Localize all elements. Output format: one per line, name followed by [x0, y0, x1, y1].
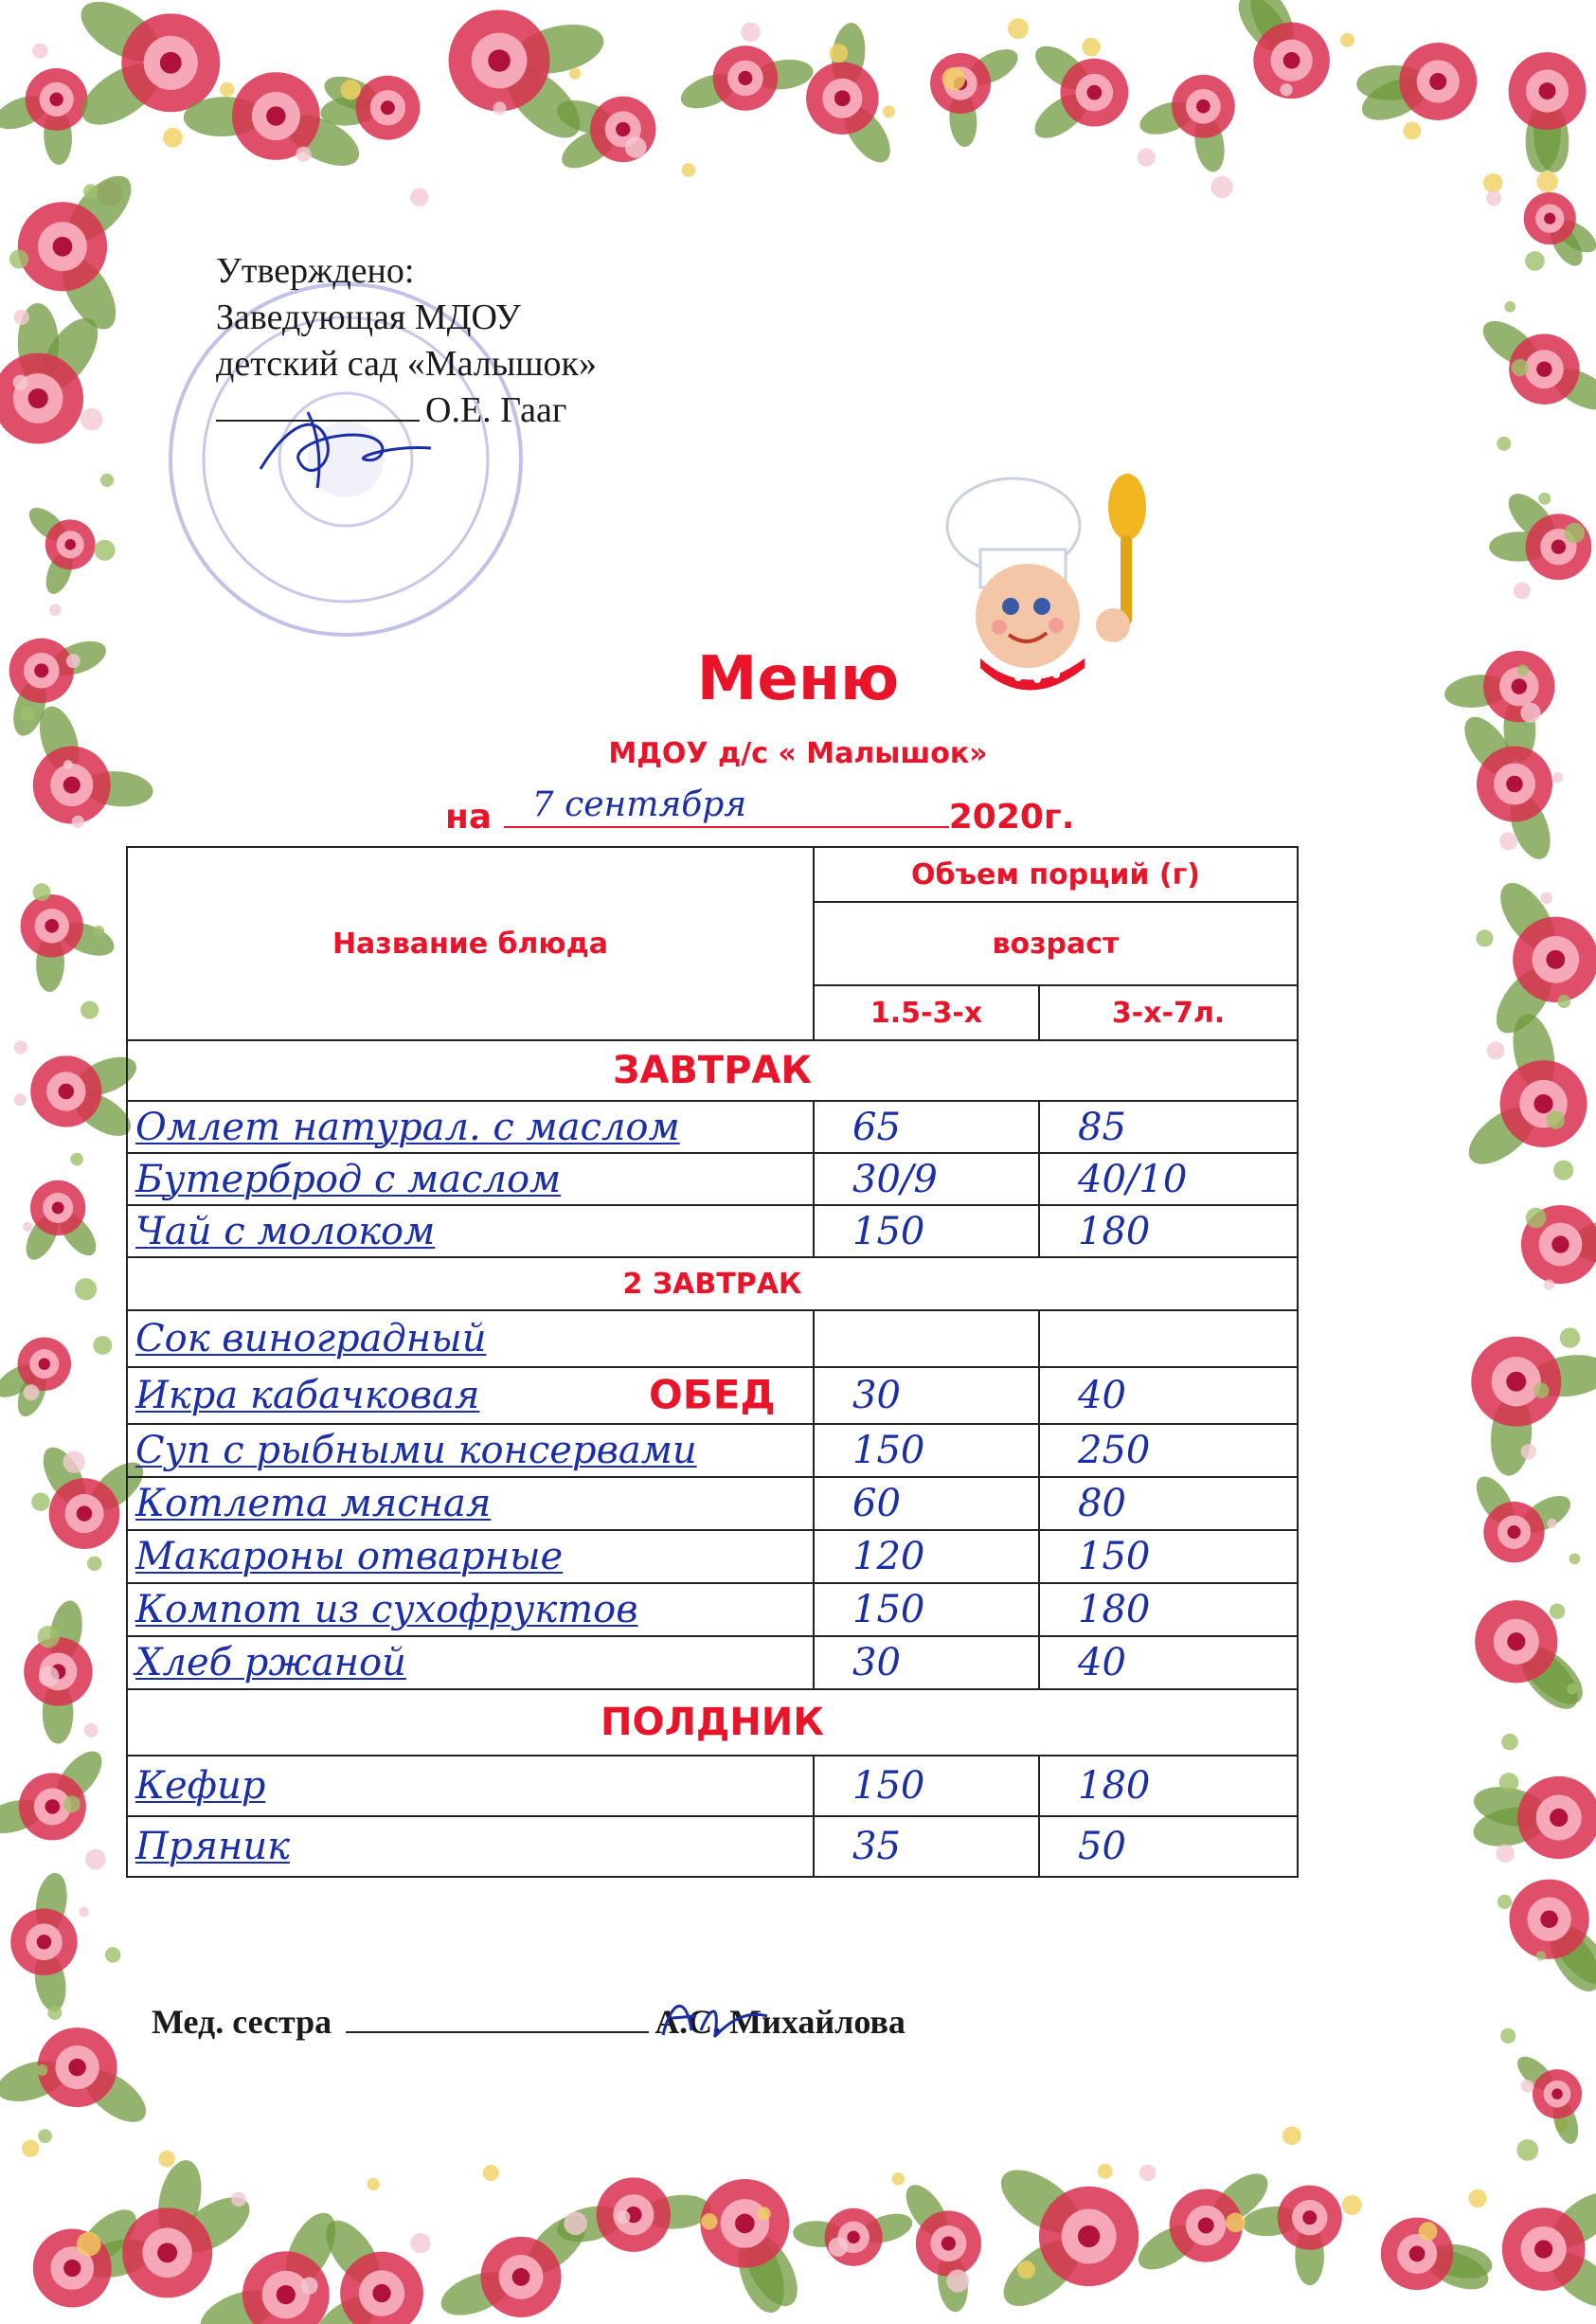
flower-bud	[231, 2192, 246, 2207]
flower-bud	[1017, 2261, 1035, 2279]
table-row	[127, 1530, 1298, 1583]
rose-flower	[1469, 1470, 1576, 1562]
dish-name: Пряник	[127, 1816, 814, 1877]
portion-large: 180	[1039, 1205, 1298, 1257]
portion-large: 85	[1039, 1101, 1298, 1153]
flower-bud	[1560, 1327, 1581, 1348]
dish-name: Котлета мясная	[127, 1477, 814, 1530]
flower-bud	[1468, 2189, 1486, 2207]
flower-bud	[84, 1723, 99, 1738]
footer-role: Мед. сестра	[152, 2003, 332, 2041]
flower-bud	[1526, 1208, 1547, 1229]
portion-large: 40/10	[1039, 1153, 1298, 1205]
header-dish-name: Название блюда	[127, 847, 814, 1040]
flower-bud	[38, 2129, 52, 2143]
flower-bud	[1403, 122, 1421, 140]
flower-bud	[564, 2212, 587, 2236]
flower-bud	[1512, 359, 1529, 376]
flower-bud	[1008, 18, 1029, 39]
approval-position: Заведующая МДОУ	[216, 297, 521, 337]
flower-bud	[220, 82, 234, 97]
flower-bud	[367, 2178, 379, 2190]
rose-flower	[676, 45, 815, 115]
flower-bud	[33, 883, 51, 901]
flower-bud	[1226, 2213, 1246, 2233]
page-subtitle: МДОУ д/с « Малышок»	[608, 737, 988, 770]
portion-small: 30/9	[814, 1153, 1039, 1205]
flower-bud	[1569, 1553, 1581, 1564]
rose-flower	[1476, 313, 1596, 419]
section-lunch: ОБЕД	[649, 1371, 776, 1418]
flower-bud	[1557, 995, 1570, 1008]
flower-bud	[14, 1040, 27, 1054]
flower-bud	[1546, 1110, 1565, 1129]
rose-flower	[991, 2157, 1139, 2318]
rose-flower	[1475, 1600, 1592, 1719]
page-title: Меню	[696, 644, 900, 714]
dish-name: Суп с рыбными консервами	[127, 1424, 814, 1477]
dish-name: Кефир	[127, 1756, 814, 1816]
flower-bud	[14, 1093, 27, 1106]
header-age-group-2: 3-х-7л.	[1039, 985, 1298, 1040]
flower-bud	[493, 101, 507, 115]
flower-bud	[1501, 1734, 1518, 1751]
approval-signer: О.Е. Гааг	[425, 390, 567, 430]
section-second-breakfast: 2 ЗАВТРАК	[127, 1257, 1298, 1310]
date-suffix: 2020г.	[948, 798, 1075, 837]
portion-small: 150	[814, 1756, 1039, 1816]
rose-flower	[0, 2027, 154, 2132]
flower-bud	[1516, 2139, 1538, 2161]
flower-bud	[1521, 1444, 1537, 1460]
table-row	[127, 1310, 1298, 1367]
flower-bud	[741, 22, 761, 42]
menu-table	[126, 846, 1299, 1878]
dish-name: Сок виноградный	[127, 1310, 814, 1367]
flower-bud	[1483, 173, 1502, 192]
flower-bud	[829, 2237, 848, 2256]
flower-bud	[1139, 2165, 1157, 2182]
portion-large: 180	[1039, 1756, 1298, 1816]
rose-flower	[1502, 2182, 1596, 2317]
flower-bud	[72, 816, 84, 828]
approval-organization: детский сад «Малышок»	[216, 344, 598, 384]
flower-bud	[1525, 251, 1545, 271]
flower-bud	[682, 163, 696, 177]
rose-flower	[1509, 52, 1587, 173]
table-row	[127, 1816, 1298, 1877]
flower-bud	[81, 1000, 99, 1018]
table-row	[127, 1583, 1298, 1636]
flower-bud	[1342, 2195, 1362, 2215]
rose-flower	[1512, 2050, 1583, 2147]
rose-flower	[700, 2179, 808, 2318]
rose-flower	[0, 1337, 71, 1420]
flower-bud	[163, 128, 183, 148]
flower-bud	[1521, 2080, 1534, 2093]
rose-flower	[792, 2208, 916, 2266]
flower-bud	[38, 1626, 60, 1648]
flower-bud	[77, 2232, 101, 2257]
flower-bud	[23, 1384, 39, 1400]
flower-bud	[410, 2233, 430, 2253]
flower-bud	[1536, 171, 1558, 193]
rose-flower	[930, 42, 1023, 148]
rose-flower	[1381, 2218, 1495, 2297]
flower-bud	[36, 2064, 47, 2076]
flower-bud	[49, 604, 61, 616]
dish-name: Бутерброд с маслом	[127, 1153, 814, 1205]
flower-bud	[829, 44, 848, 63]
table-row	[127, 1153, 1298, 1205]
header-portion: Объем порций (г)	[814, 847, 1298, 902]
flower-bud	[1536, 1951, 1546, 1960]
flower-bud	[70, 1153, 83, 1166]
portion-small: 30	[814, 1367, 1039, 1424]
rose-flower	[1355, 43, 1477, 129]
flower-bud	[1504, 301, 1515, 313]
flower-bud	[1082, 38, 1101, 57]
flower-bud	[13, 375, 28, 390]
flower-bud	[883, 105, 895, 117]
flower-bud	[1499, 832, 1517, 850]
flower-bud	[942, 67, 966, 91]
flower-bud	[1540, 892, 1552, 905]
flower-bud	[1210, 176, 1232, 198]
flower-bud	[63, 1796, 81, 1813]
flower-bud	[483, 2165, 499, 2181]
flower-bud	[625, 136, 647, 158]
table-row	[127, 1424, 1298, 1477]
portion-large: 40	[1039, 1367, 1298, 1424]
flower-bud	[93, 926, 104, 937]
rose-flower	[0, 1743, 110, 1840]
flower-bud	[81, 408, 103, 431]
flower-bud	[93, 1336, 112, 1355]
flower-bud	[1567, 1684, 1577, 1694]
table-row	[127, 1101, 1298, 1153]
flower-bud	[75, 1278, 97, 1300]
portion-large: 50	[1039, 1816, 1298, 1877]
portion-small: 30	[814, 1636, 1039, 1689]
flower-bud	[341, 80, 361, 99]
flower-bud	[1538, 493, 1551, 505]
flower-bud	[701, 2213, 717, 2229]
rose-flower	[1028, 38, 1129, 147]
signature	[251, 393, 440, 497]
flower-bud	[569, 67, 581, 79]
portion-small: 60	[814, 1477, 1039, 1530]
portion-large	[1039, 1310, 1298, 1367]
portion-small	[814, 1310, 1039, 1367]
flower-bud	[1497, 1895, 1512, 1909]
rose-flower	[24, 1598, 92, 1744]
flower-bud	[1550, 1603, 1566, 1619]
flower-bud	[946, 2269, 969, 2292]
flower-bud	[1419, 2222, 1438, 2241]
flower-bud	[1552, 772, 1563, 783]
portion-large: 180	[1039, 1583, 1298, 1636]
flower-bud	[39, 1666, 60, 1687]
flower-bud	[1499, 1773, 1519, 1793]
signature	[644, 1988, 786, 2045]
portion-large: 40	[1039, 1636, 1298, 1689]
dish-name: Чай с молоком	[127, 1205, 814, 1257]
flower-bud	[32, 44, 47, 59]
dish-name: Хлеб ржаной	[127, 1636, 814, 1689]
rose-flower	[0, 68, 88, 166]
flower-bud	[23, 1222, 32, 1232]
portion-large: 150	[1039, 1530, 1298, 1583]
flower-bud	[87, 1557, 101, 1571]
dish-name: Икра кабачковая	[135, 1374, 480, 1417]
flower-bud	[892, 2172, 905, 2185]
table-row	[127, 1477, 1298, 1530]
flower-bud	[1533, 1383, 1549, 1398]
rose-flower	[1459, 1010, 1587, 1175]
flower-bud	[100, 474, 114, 487]
dish-name-with-section	[127, 1367, 814, 1424]
portion-small: 120	[814, 1530, 1039, 1583]
portion-small: 150	[814, 1583, 1039, 1636]
flower-bud	[1564, 523, 1585, 544]
section-snack: ПОЛДНИК	[127, 1689, 1298, 1756]
flower-bud	[1487, 1041, 1505, 1059]
flower-bud	[1486, 190, 1501, 206]
rose-flower	[1470, 1776, 1596, 1859]
flower-bud	[95, 540, 116, 561]
flower-bud	[31, 1493, 49, 1511]
flower-bud	[1497, 437, 1511, 451]
flower-bud	[1280, 83, 1292, 96]
portion-large: 250	[1039, 1424, 1298, 1477]
flower-bud	[1514, 582, 1531, 599]
flower-bud	[1476, 929, 1493, 946]
flower-bud	[14, 310, 29, 325]
table-row	[127, 1367, 1298, 1424]
flower-bud	[1098, 2164, 1113, 2179]
flower-bud	[617, 2210, 630, 2224]
rose-flower	[898, 2178, 981, 2314]
footer-name: А.С. Михайлова	[655, 2003, 906, 2041]
dish-name: Омлет натурал. с маслом	[127, 1101, 814, 1153]
flower-bud	[85, 1849, 106, 1870]
flower-bud	[1496, 1845, 1514, 1863]
section-breakfast: ЗАВТРАК	[127, 1040, 1298, 1101]
date-handwritten: 7 сентября	[531, 785, 747, 824]
approval-label: Утверждено:	[216, 251, 415, 291]
date-prefix: на	[445, 798, 493, 837]
flower-bud	[1282, 2126, 1301, 2145]
flower-bud	[1340, 33, 1354, 47]
rose-flower	[24, 501, 96, 597]
portion-small: 150	[814, 1205, 1039, 1257]
portion-small: 150	[814, 1424, 1039, 1477]
rose-flower	[122, 2156, 259, 2297]
flower-bud	[105, 1947, 121, 1963]
flower-bud	[83, 184, 99, 199]
rose-flower	[1509, 1880, 1596, 2000]
flower-bud	[1547, 1519, 1556, 1528]
flower-bud	[22, 2140, 39, 2157]
flower-bud	[758, 2207, 771, 2220]
flower-bud	[158, 2151, 175, 2168]
table-row	[127, 1636, 1298, 1689]
flower-bud	[410, 189, 428, 207]
flower-bud	[63, 1450, 86, 1473]
flower-bud	[1138, 149, 1156, 167]
flower-bud	[9, 249, 28, 268]
flower-bud	[1544, 1279, 1554, 1289]
flower-bud	[79, 1907, 89, 1918]
date-blank	[504, 785, 949, 828]
flower-bud	[47, 2006, 62, 2020]
portion-small: 35	[814, 1816, 1039, 1877]
table-row	[127, 1205, 1298, 1257]
flower-bud	[301, 2278, 318, 2295]
footer-signature-blank	[346, 2001, 649, 2033]
table-row	[127, 1756, 1298, 1816]
rose-flower	[806, 21, 899, 170]
portion-small: 65	[814, 1101, 1039, 1153]
flower-bud	[296, 147, 311, 162]
rose-flower	[1229, 0, 1330, 99]
portion-large: 80	[1039, 1477, 1298, 1530]
rose-flower	[20, 1180, 103, 1265]
dish-name: Компот из сухофруктов	[127, 1583, 814, 1636]
header-age-group-1: 1.5-3-х	[814, 985, 1039, 1040]
flower-bud	[1500, 2028, 1515, 2044]
dish-name: Макароны отварные	[127, 1530, 814, 1583]
flower-bud	[1553, 1161, 1573, 1180]
menu-date	[445, 785, 1075, 837]
rose-flower	[10, 1870, 77, 2013]
rose-flower	[21, 894, 119, 992]
header-age: возраст	[814, 902, 1298, 985]
